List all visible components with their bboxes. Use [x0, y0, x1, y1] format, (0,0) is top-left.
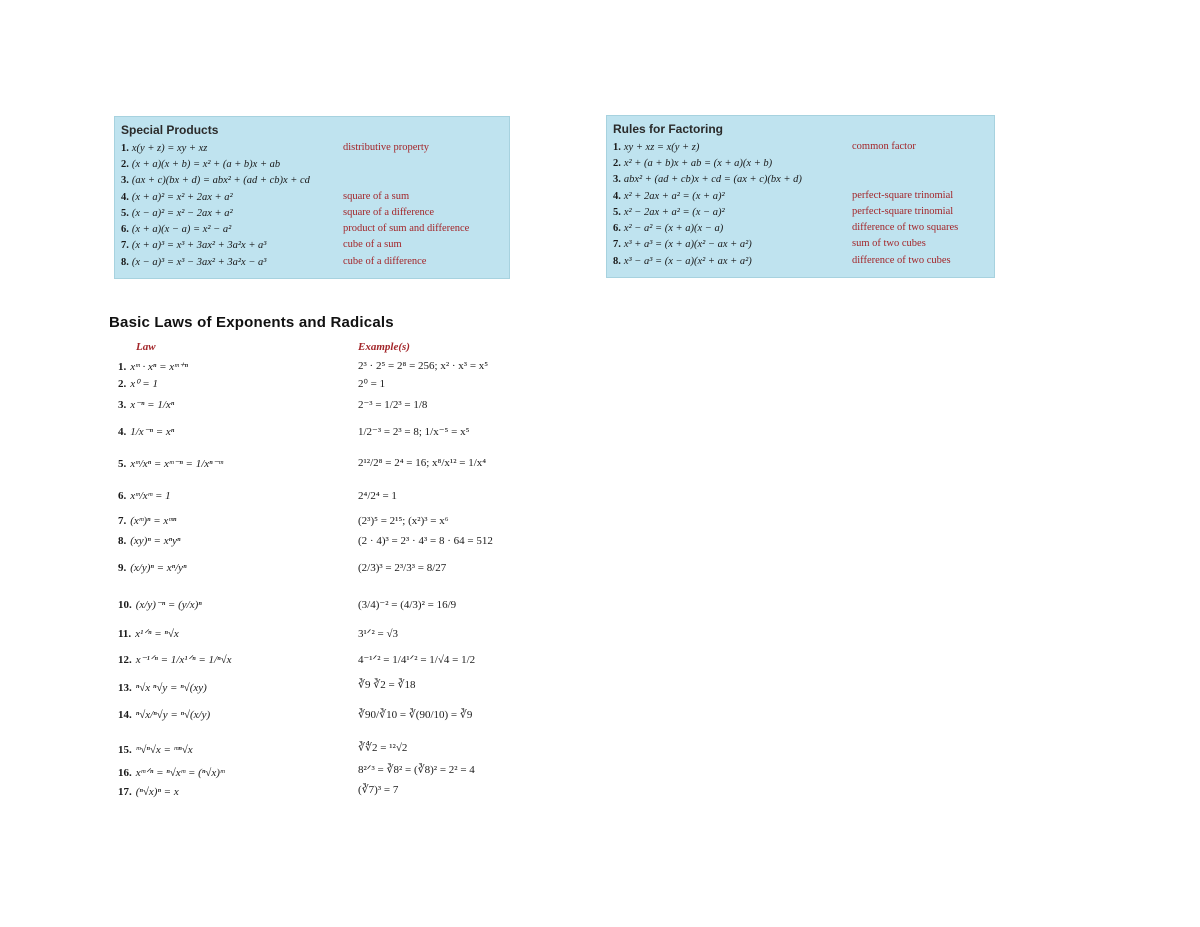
special-product-row: 3. (ax + c)(bx + d) = abx² + (ad + cb)x + cd: [121, 174, 310, 186]
factoring-desc: perfect-square trinomial: [852, 190, 954, 201]
law-row: 5. xᵐ/xⁿ = xᵐ⁻ⁿ = 1/xⁿ⁻ᵐ: [118, 457, 224, 470]
example-row: ∛9 ∛2 = ∛18: [358, 679, 416, 691]
law-row: 16. xᵐᐟⁿ = ⁿ√xᵐ = (ⁿ√x)ᵐ: [118, 766, 225, 779]
example-row: (2³)⁵ = 2¹⁵; (x²)³ = x⁶: [358, 515, 449, 527]
example-row: 4⁻¹ᐟ² = 1/4¹ᐟ² = 1/√4 = 1/2: [358, 654, 476, 666]
factoring-desc: difference of two squares: [852, 222, 959, 233]
rules-for-factoring-box: [606, 115, 995, 278]
factoring-row: 3. abx² + (ad + cb)x + cd = (ax + c)(bx + d): [613, 173, 802, 185]
factoring-desc: difference of two cubes: [852, 255, 951, 266]
special-product-row: 6. (x + a)(x − a) = x² − a²: [121, 223, 232, 235]
factoring-desc: perfect-square trinomial: [852, 206, 954, 217]
factoring-row: 5. x² − 2ax + a² = (x − a)²: [613, 206, 725, 218]
law-row: 8. (xy)ⁿ = xⁿyⁿ: [118, 535, 181, 547]
law-column-header: Law: [136, 341, 156, 353]
example-row: 2³ · 2⁵ = 2⁸ = 256; x² · x³ = x⁵: [358, 360, 489, 372]
special-product-row: 2. (x + a)(x + b) = x² + (a + b)x + ab: [121, 158, 281, 170]
law-row: 7. (xᵐ)ⁿ = xᵐⁿ: [118, 515, 177, 527]
special-product-desc: square of a sum: [343, 191, 410, 202]
special-product-row: 4. (x + a)² = x² + 2ax + a²: [121, 191, 233, 203]
factoring-row: 4. x² + 2ax + a² = (x + a)²: [613, 190, 725, 202]
special-product-row: 7. (x + a)³ = x³ + 3ax² + 3a²x + a³: [121, 239, 267, 251]
law-row: 15. ᵐ√ⁿ√x = ᵐⁿ√x: [118, 744, 193, 756]
law-row: 2. x⁰ = 1: [118, 377, 158, 390]
rules-for-factoring-title: Rules for Factoring: [613, 122, 724, 136]
law-row: 9. (x/y)ⁿ = xⁿ/yⁿ: [118, 562, 187, 574]
example-row: ∛90/∛10 = ∛(90/10) = ∛9: [358, 709, 473, 721]
special-product-desc: cube of a difference: [343, 256, 427, 267]
law-row: 14. ⁿ√x/ⁿ√y = ⁿ√(x/y): [118, 709, 211, 721]
special-products-title: Special Products: [121, 123, 219, 137]
example-row: (2 · 4)³ = 2³ · 4³ = 8 · 64 = 512: [358, 535, 493, 547]
special-product-desc: cube of a sum: [343, 239, 402, 250]
law-row: 13. ⁿ√x ⁿ√y = ⁿ√(xy): [118, 682, 207, 694]
factoring-desc: common factor: [852, 141, 916, 152]
law-row: 1. xᵐ · xⁿ = xᵐ⁺ⁿ: [118, 360, 188, 373]
law-row: 3. x⁻ⁿ = 1/xⁿ: [118, 398, 175, 411]
example-row: (3/4)⁻² = (4/3)² = 16/9: [358, 599, 457, 611]
law-row: 11. x¹ᐟⁿ = ⁿ√x: [118, 627, 179, 640]
example-column-header: Example(s): [358, 341, 410, 353]
factoring-row: 7. x³ + a³ = (x + a)(x² − ax + a²): [613, 238, 752, 250]
special-product-row: 5. (x − a)² = x² − 2ax + a²: [121, 207, 233, 219]
law-row: 12. x⁻¹ᐟⁿ = 1/x¹ᐟⁿ = 1/ⁿ√x: [118, 653, 232, 666]
example-row: (∛7)³ = 7: [358, 784, 399, 796]
example-row: 2⁴/2⁴ = 1: [358, 490, 397, 502]
example-row: (2/3)³ = 2³/3³ = 8/27: [358, 562, 447, 574]
law-row: 10. (x/y)⁻ⁿ = (y/x)ⁿ: [118, 598, 202, 611]
example-row: ∛∜2 = ¹²√2: [358, 742, 408, 754]
example-row: 8²ᐟ³ = ∛8² = (∛8)² = 2² = 4: [358, 764, 475, 776]
example-row: 2⁰ = 1: [358, 378, 386, 390]
factoring-row: 2. x² + (a + b)x + ab = (x + a)(x + b): [613, 157, 773, 169]
factoring-row: 6. x² − a² = (x + a)(x − a): [613, 222, 724, 234]
special-product-row: 1. x(y + z) = xy + xz: [121, 142, 208, 154]
law-row: 6. xᵐ/xᵐ = 1: [118, 490, 171, 502]
law-row: 4. 1/x⁻ⁿ = xⁿ: [118, 425, 175, 438]
special-product-desc: distributive property: [343, 142, 430, 153]
factoring-desc: sum of two cubes: [852, 238, 926, 249]
law-row: 17. (ⁿ√x)ⁿ = x: [118, 786, 179, 798]
special-product-desc: product of sum and difference: [343, 223, 470, 234]
example-row: 2¹²/2⁸ = 2⁴ = 16; x⁸/x¹² = 1/x⁴: [358, 457, 487, 469]
example-row: 1/2⁻³ = 2³ = 8; 1/x⁻⁵ = x⁵: [358, 426, 470, 438]
special-product-desc: square of a difference: [343, 207, 435, 218]
special-product-row: 8. (x − a)³ = x³ − 3ax² + 3a²x − a³: [121, 256, 267, 268]
factoring-row: 1. xy + xz = x(y + z): [613, 141, 700, 153]
exponents-heading: Basic Laws of Exponents and Radicals: [109, 314, 394, 331]
special-products-box: [114, 116, 510, 279]
example-row: 3¹ᐟ² = √3: [358, 628, 398, 640]
factoring-row: 8. x³ − a³ = (x − a)(x² + ax + a²): [613, 255, 752, 267]
example-row: 2⁻³ = 1/2³ = 1/8: [358, 399, 428, 411]
